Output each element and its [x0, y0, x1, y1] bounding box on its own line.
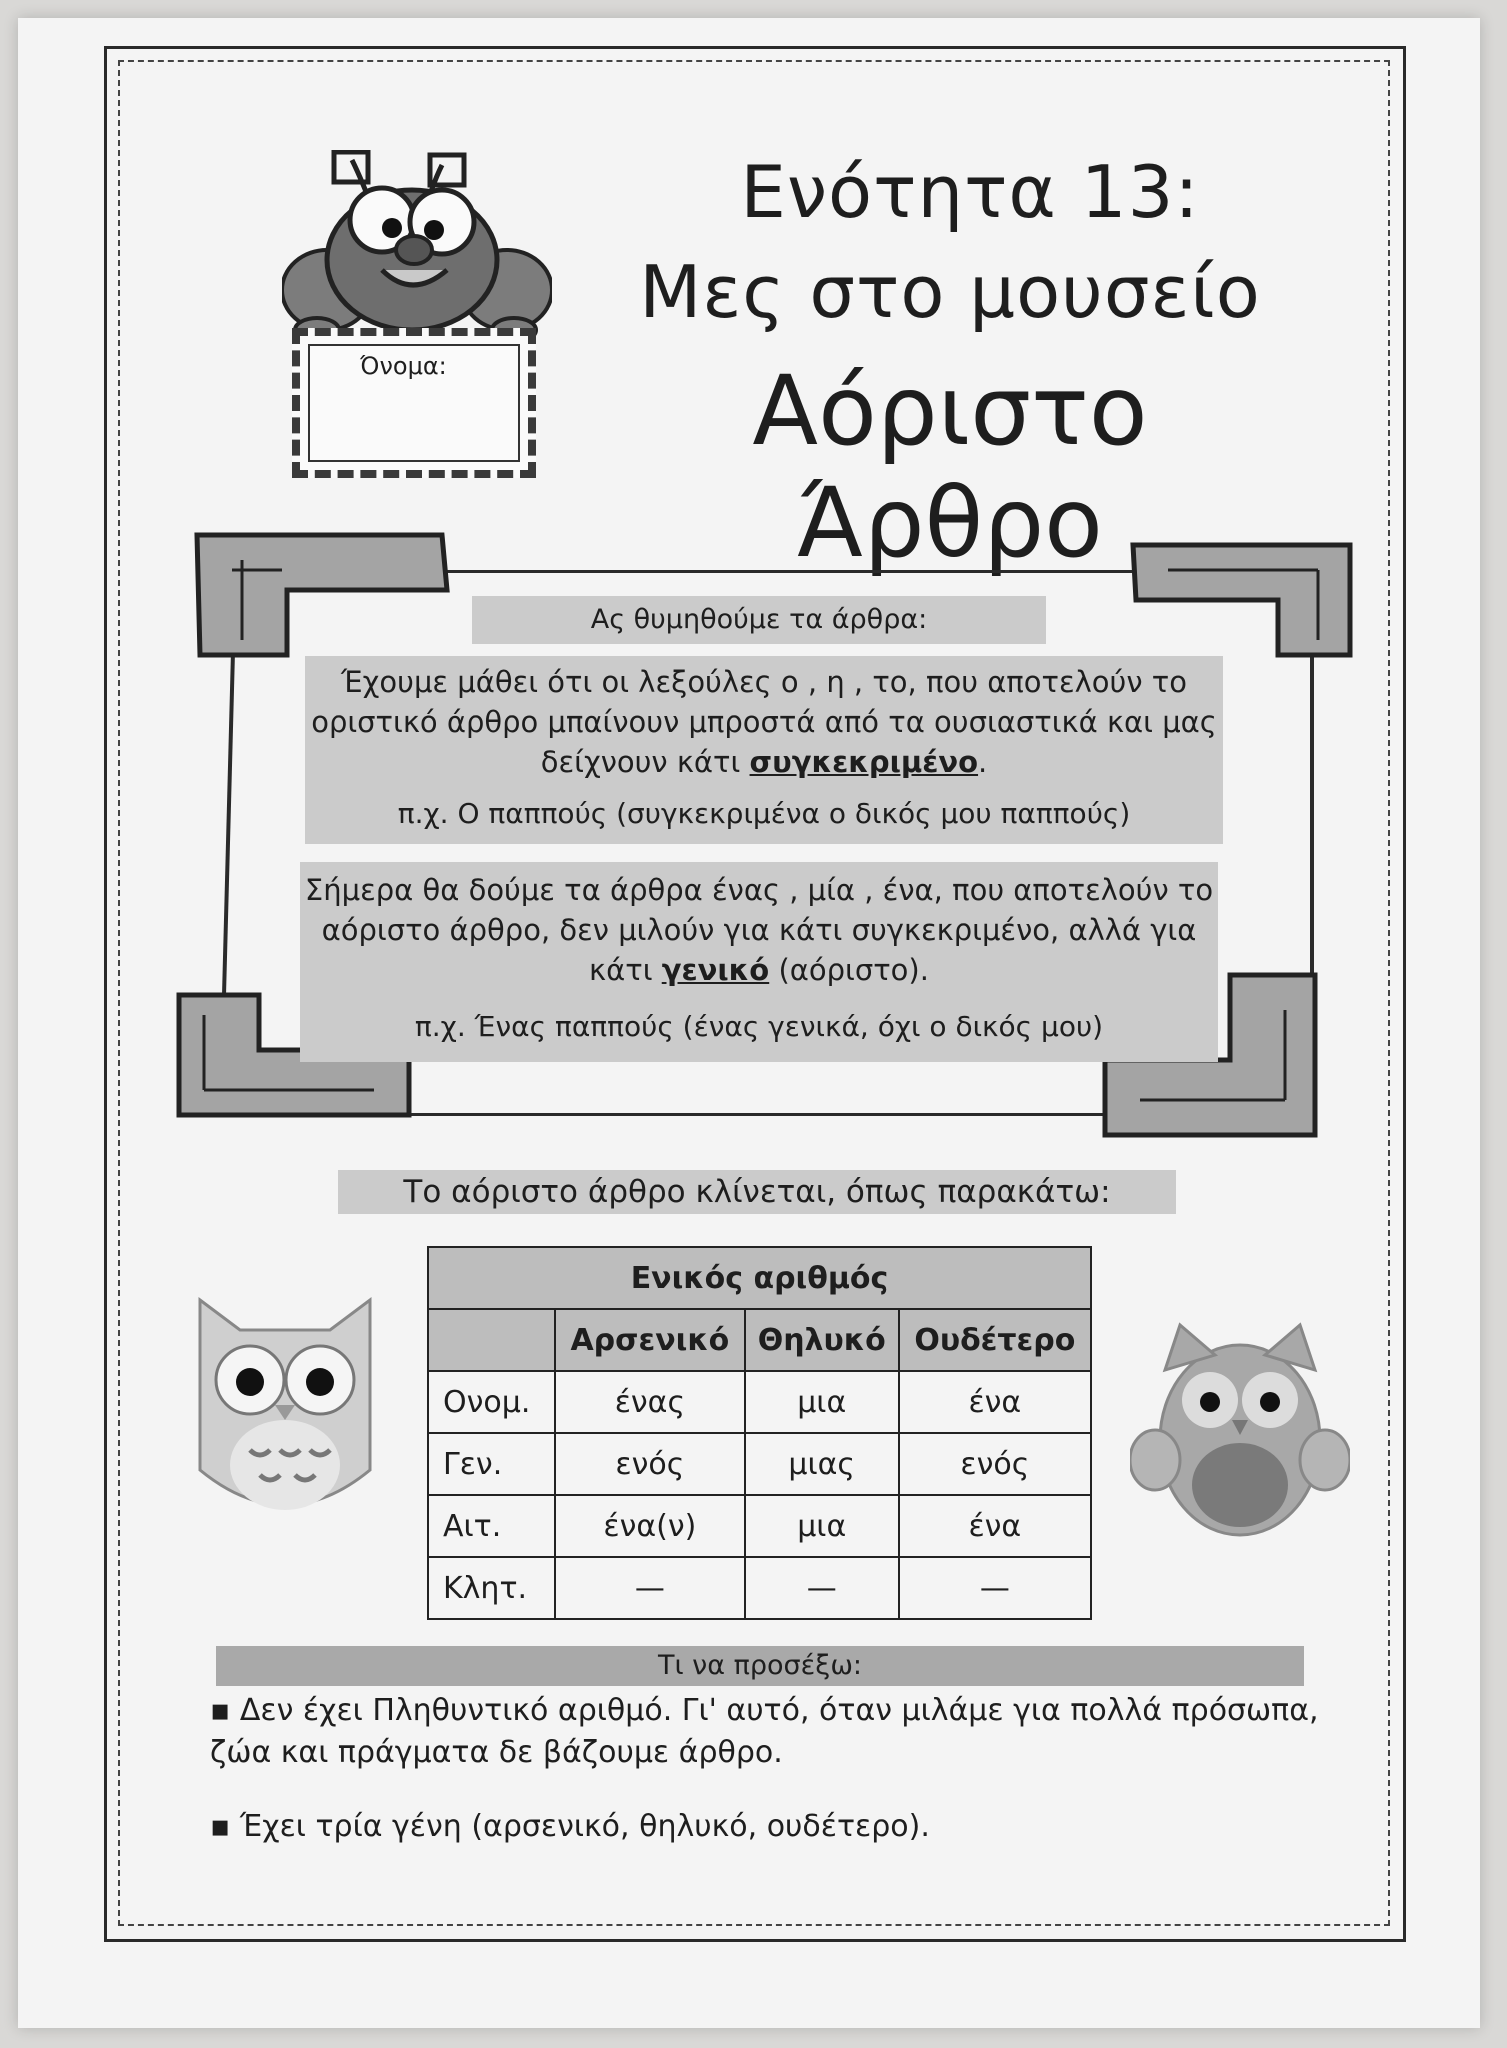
attention-bullet-2	[210, 1806, 1320, 1848]
declension-table	[427, 1246, 1092, 1620]
table-corner-cell	[428, 1309, 555, 1371]
indefinite-article-tail: (αόριστο).	[778, 953, 929, 987]
definite-article-paragraph: Έχουμε μάθει ότι οι λεξούλες ο , η , το, που αποτελούν το οριστικό άρθρο μπαίνουν μπροστά από τα ουσιαστικά και μας δείχνουν κάτι συγκεκριμένο.	[305, 656, 1223, 844]
header-feminine: Θηλυκό	[745, 1309, 899, 1371]
indefinite-article-example: π.χ. Ένας παππούς (ένας γενικά, όχι ο δικός μου)	[414, 1010, 1104, 1043]
unit-title: Ενότητα 13:	[740, 150, 1200, 234]
recall-heading: Ας θυμηθούμε τα άρθρα:	[472, 596, 1046, 644]
table-cell: ενός	[555, 1433, 745, 1495]
table-cell: —	[555, 1557, 745, 1619]
definite-article-example: π.χ. Ο παππούς (συγκεκριμένα ο δικός μου παππούς)	[397, 797, 1131, 830]
case-vocative: Κλητ.	[428, 1557, 555, 1619]
emphasis-specific: συγκεκριμένο	[749, 745, 979, 779]
table-cell: —	[899, 1557, 1091, 1619]
declension-intro: Το αόριστο άρθρο κλίνεται, όπως παρακάτω:	[338, 1170, 1176, 1214]
name-label: Όνομα:	[360, 352, 447, 380]
indefinite-article-text: Σήμερα θα δούμε τα άρθρα ένας , μία , ένα, που αποτελούν το αόριστο άρθρο, δεν μιλούν για κάτι συγκεκριμένο, αλλά για κάτι	[304, 873, 1214, 987]
unit-subtitle: Μες στο μουσείο	[639, 250, 1261, 334]
header-neuter: Ουδέτερο	[899, 1309, 1091, 1371]
bullet-icon: ▪	[210, 1809, 240, 1844]
bullet-text: Έχει τρία γένη (αρσενικό, θηλυκό, ουδέτερο).	[239, 1809, 930, 1844]
scroll-corner-top-left	[192, 530, 452, 660]
table-cell: μια	[745, 1495, 899, 1557]
case-nominative: Ονομ.	[428, 1371, 555, 1433]
page-title: Αόριστο Άρθρο	[752, 355, 1148, 579]
case-accusative: Αιτ.	[428, 1495, 555, 1557]
table-cell: ένα	[899, 1495, 1091, 1557]
table-row	[428, 1495, 1091, 1557]
header-masculine: Αρσενικό	[555, 1309, 745, 1371]
table-row	[428, 1557, 1091, 1619]
bullet-text: Δεν έχει Πληθυντικό αριθμό. Γι' αυτό, όταν μιλάμε για πολλά πρόσωπα, ζώα και πράγματα δε βάζουμε άρθρο.	[210, 1693, 1319, 1770]
attention-bullet-1	[210, 1690, 1320, 1774]
bee-mascot-illustration	[282, 150, 552, 340]
bullet-icon: ▪	[210, 1693, 240, 1728]
table-cell: —	[745, 1557, 899, 1619]
table-cell: μιας	[745, 1433, 899, 1495]
table-row	[428, 1433, 1091, 1495]
attention-heading: Τι να προσέξω:	[216, 1646, 1304, 1686]
owl-illustration-right	[1130, 1310, 1350, 1550]
owl-illustration-left	[190, 1290, 380, 1530]
name-card[interactable]	[292, 328, 536, 478]
table-cell: ένας	[555, 1371, 745, 1433]
scroll-corner-top-right	[1128, 540, 1358, 660]
table-cell: μια	[745, 1371, 899, 1433]
table-cell: ένα	[899, 1371, 1091, 1433]
definite-article-text: Έχουμε μάθει ότι οι λεξούλες ο , η , το, που αποτελούν το οριστικό άρθρο μπαίνουν μπροστά από τα ουσιαστικά και μας δείχνουν κάτι	[311, 665, 1217, 779]
table-cell: ένα(ν)	[555, 1495, 745, 1557]
table-caption: Ενικός αριθμός	[428, 1247, 1091, 1309]
emphasis-general: γενικό	[661, 953, 770, 987]
table-cell: ενός	[899, 1433, 1091, 1495]
table-row	[428, 1371, 1091, 1433]
case-genitive: Γεν.	[428, 1433, 555, 1495]
